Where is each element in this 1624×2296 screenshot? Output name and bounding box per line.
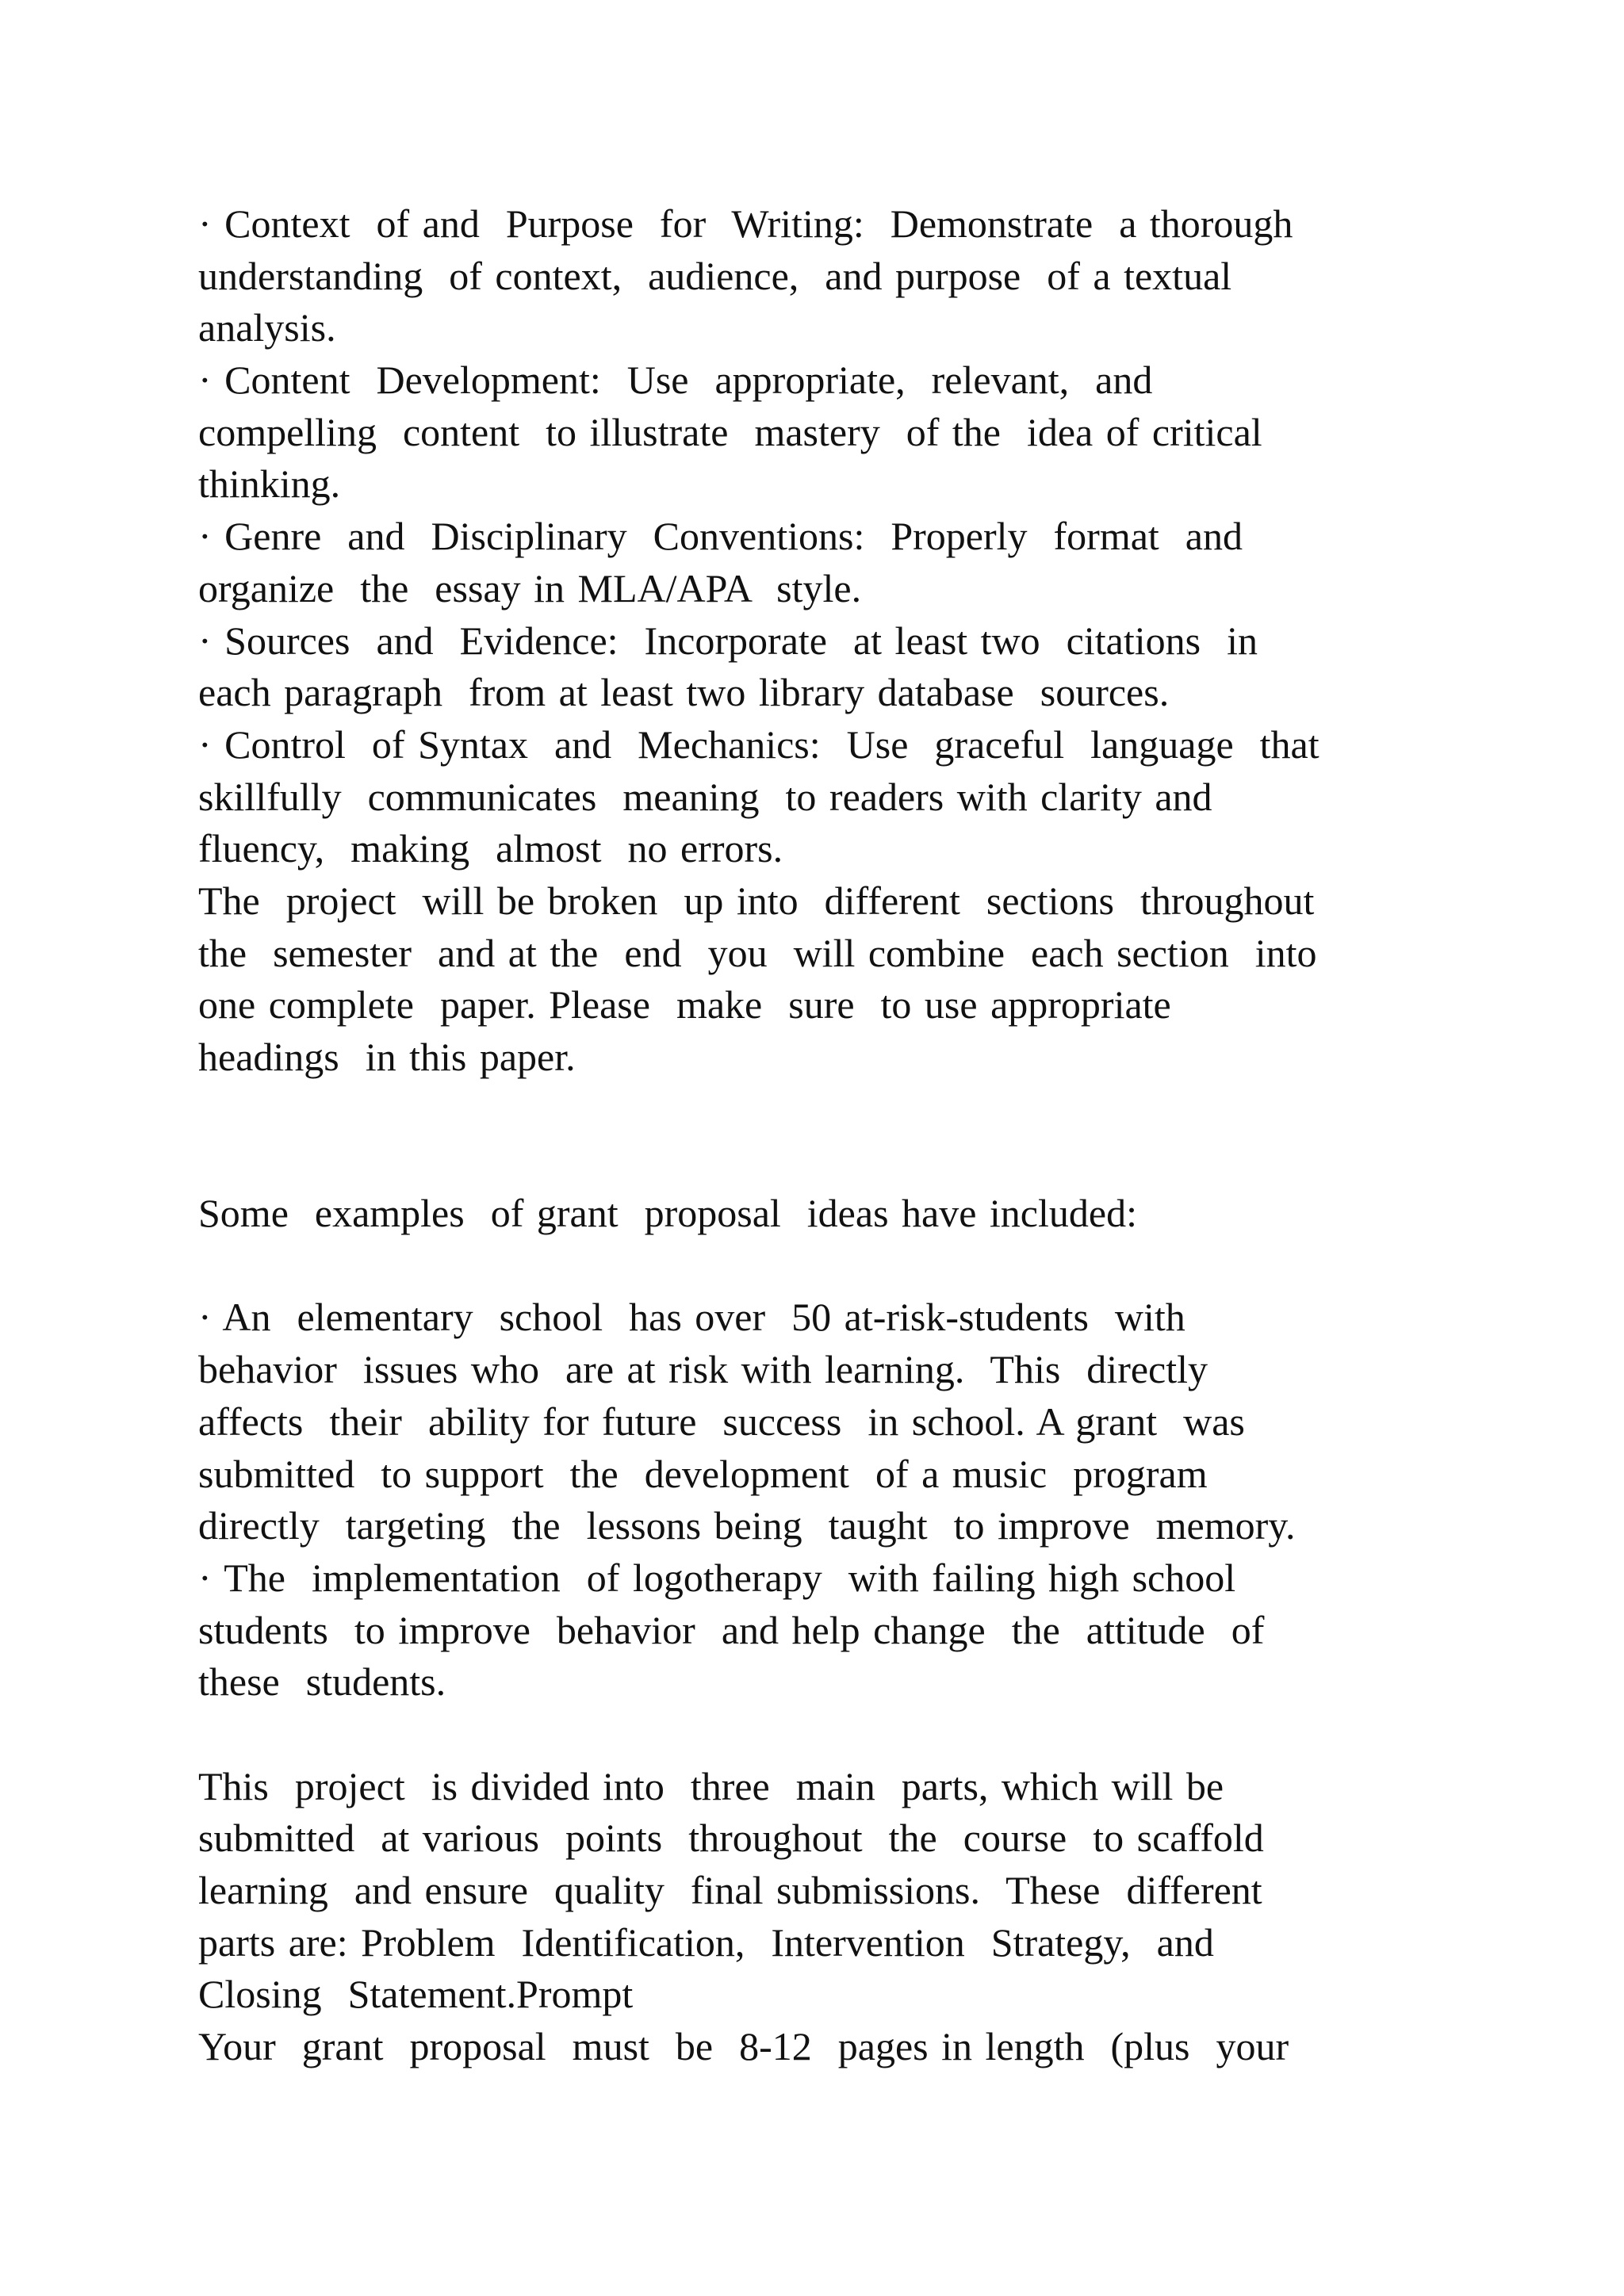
paragraph-gap [198, 1135, 1467, 1188]
paragraph-gap [198, 1709, 1467, 1761]
text-line: skillfully communicates meaning to readers with clarity and [198, 774, 1212, 819]
text-line: each paragraph from at least two library database sources. [198, 670, 1170, 715]
text-line: one complete paper. Please make sure to use appropriate [198, 982, 1171, 1027]
text-line: directly targeting the lessons being taught to improve memory. [198, 1503, 1296, 1548]
text-line: submitted at various points throughout the course to scaffold [198, 1816, 1264, 1861]
text-line: · The implementation of logotherapy with failing high school [198, 1555, 1236, 1600]
text-line: compelling content to illustrate mastery of the idea of critical [198, 409, 1262, 454]
text-line: learning and ensure quality final submissions. These different [198, 1868, 1262, 1912]
text-line: Your grant proposal must be 8-12 pages in length (plus your [198, 2024, 1289, 2069]
text-line: the semester and at the end you will combine each section into [198, 930, 1317, 975]
text-line: behavior issues who are at risk with learning. This directly [198, 1347, 1208, 1392]
text-line: · Content Development: Use appropriate, relevant, and [198, 358, 1153, 403]
text-line: submitted to support the development of a music program [198, 1451, 1208, 1496]
text-line: · Context of and Purpose for Writing: Demonstrate a thorough [198, 201, 1293, 246]
text-line: students to improve behavior and help change the attitude of [198, 1607, 1265, 1652]
text-line: · Genre and Disciplinary Conventions: Properly format and [198, 514, 1243, 559]
text-line: parts are: Problem Identification, Intervention Strategy, and [198, 1919, 1214, 1965]
text-line: these students. [198, 1659, 446, 1705]
text-line: Some examples of grant proposal ideas have included: [198, 1191, 1137, 1236]
document-body [198, 198, 1467, 2073]
text-line: understanding of context, audience, and purpose of a textual [198, 253, 1232, 298]
paragraph-gap [198, 1240, 1467, 1292]
text-line: Closing Statement.Prompt [198, 1972, 634, 2017]
text-line: fluency, making almost no errors. [198, 826, 783, 871]
text-line: thinking. [198, 461, 341, 507]
text-line: The project will be broken up into different sections throughout [198, 878, 1315, 923]
text-line: · An elementary school has over 50 at-risk-students with [198, 1295, 1185, 1340]
text-line: · Control of Syntax and Mechanics: Use graceful language that [198, 721, 1320, 767]
text-line: analysis. [198, 305, 336, 350]
text-line: · Sources and Evidence: Incorporate at least two citations in [198, 618, 1258, 663]
paragraph-gap [198, 1084, 1467, 1136]
text-line: headings in this paper. [198, 1035, 576, 1079]
text-line: organize the essay in MLA/APA style. [198, 565, 862, 610]
text-line: This project is divided into three main parts, which will be [198, 1763, 1224, 1808]
text-line: affects their ability for future success in school. A grant was [198, 1399, 1245, 1444]
